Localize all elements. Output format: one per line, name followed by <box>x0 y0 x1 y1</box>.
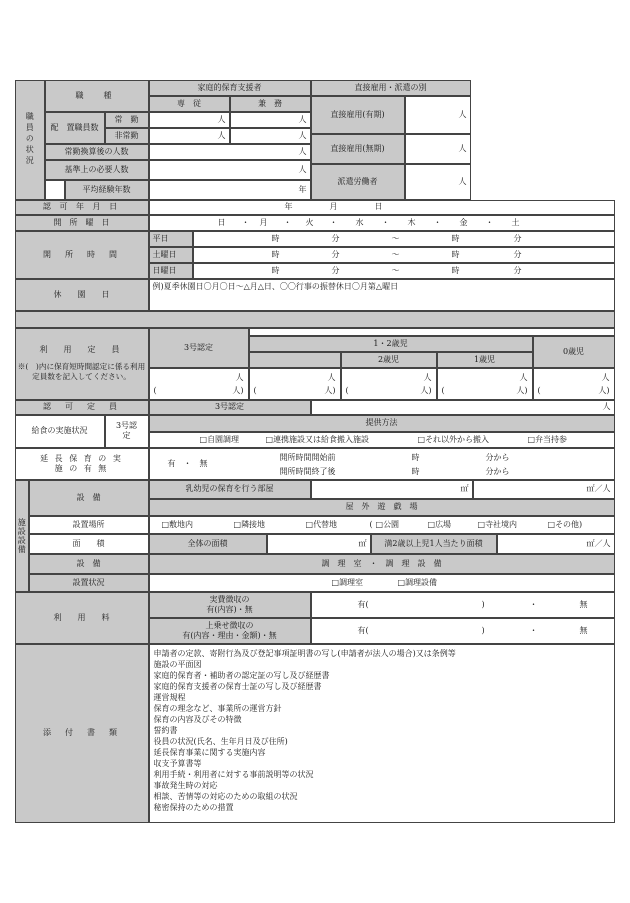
yugi-header: 屋 外 遊 戯 場 <box>149 499 615 516</box>
keiken-pad <box>45 180 65 200</box>
extended-start-label: 開所時間開始前 <box>279 452 336 462</box>
cap-age1-field[interactable] <box>437 368 533 400</box>
basho-sonota[interactable]: □ その他) <box>548 520 583 530</box>
cap-age0-header: 0歳児 <box>533 336 615 368</box>
hours-saturday-label: 土曜日 <box>149 247 193 263</box>
attachment-item: 秘密保持のための措置 <box>153 802 234 812</box>
capacity-paren-open: ( <box>345 385 349 395</box>
menseki-label: 面 積 <box>29 534 149 554</box>
hour-unit: 時 <box>451 233 460 243</box>
day-mon[interactable]: 月 <box>259 217 268 227</box>
fees-jippi-label: 実費徴収の 有(内容)・無 <box>149 592 311 618</box>
jokin-label: 常 勤 <box>105 112 149 128</box>
attachment-item: 家庭的保育者・補助者の認定証の写し及び経歴書 <box>153 670 330 680</box>
basho-shikichinai[interactable]: □ 敷地内 <box>162 520 194 530</box>
capacity-paren-close: 人) <box>324 385 336 395</box>
tilde: ～ <box>391 265 400 275</box>
haichi-label <box>45 112 105 144</box>
cap-age12-field[interactable] <box>249 368 341 400</box>
hijokin-kenmu-field[interactable]: 人 <box>230 128 311 144</box>
open-days-label: 開 所 曜 日 <box>15 215 149 231</box>
kijun-field[interactable]: 人 <box>149 160 311 180</box>
shokuinsu-text: 職員数 <box>74 122 99 132</box>
fees-jippi-dot: ・ <box>529 599 538 609</box>
day-sat[interactable]: 土 <box>511 217 520 227</box>
direct-header: 直接雇用・派遣の別 <box>311 80 471 96</box>
kenmu-header: 兼 務 <box>230 96 311 112</box>
extended-start-kara: 分から <box>485 452 510 462</box>
approved-nintei3: 3号認定 <box>149 400 311 415</box>
ninka-year: 年 <box>284 202 293 212</box>
attachment-item: 家庭的保育支援者の保育士証の写し及び経歴書 <box>153 681 322 691</box>
hour-unit: 時 <box>271 265 280 275</box>
hour-unit: 時 <box>271 233 280 243</box>
man2-field[interactable]: ㎡／人 <box>497 534 615 554</box>
cap-age2-field[interactable] <box>341 368 437 400</box>
katei-header: 家庭的保育支援者 <box>149 80 311 96</box>
staff-side-label: 職員の状況 <box>15 80 45 200</box>
day-wed[interactable]: 水 <box>355 217 364 227</box>
ninka-date-label: 認 可 年 月 日 <box>15 200 149 215</box>
fees-uwanose-dot: ・ <box>529 625 538 635</box>
meal-option-bento[interactable]: □ 弁当持参 <box>528 435 568 445</box>
hours-weekday-field[interactable] <box>193 231 615 247</box>
approved-field[interactable]: 人 <box>311 400 615 415</box>
capacity-nin-unit: 人 <box>423 372 432 382</box>
meals-label: 給食の実施状況 <box>15 415 105 448</box>
extended-end-label: 開所時間終了後 <box>279 466 336 476</box>
basho-rinsetsuchi[interactable]: □ 隣接地 <box>234 520 266 530</box>
attachment-item: 保育の内容及びその特徴 <box>153 714 242 724</box>
kijun-label: 基準上の必要人数 <box>45 160 149 180</box>
zentai-label: 全体の面積 <box>149 534 267 554</box>
meals-nintei: 3号認定 <box>105 415 149 448</box>
zentai-field[interactable]: ㎡ <box>267 534 371 554</box>
chori-shitsu[interactable]: □ 調理室 <box>332 578 364 588</box>
capacity-nin-unit: 人 <box>601 372 610 382</box>
fees-uwanose-nashi: 無 <box>579 625 588 635</box>
cap-age0-field[interactable] <box>533 368 615 400</box>
hour-unit: 時 <box>451 249 460 259</box>
basho-jisha[interactable]: □ 寺社境内 <box>478 520 518 530</box>
day-sep: ・ <box>433 217 442 227</box>
ninka-month: 月 <box>329 202 338 212</box>
capacity-paren-open: ( <box>153 385 157 395</box>
approved-label: 認 可 定 員 <box>15 400 149 415</box>
facility-side-label: 施設設備 <box>15 480 29 592</box>
fees-uwanose-close: ) <box>481 625 485 635</box>
hijokin-senju-field[interactable]: 人 <box>149 128 230 144</box>
direct-open-field[interactable]: 人 <box>405 134 471 164</box>
open-days-field[interactable] <box>149 215 615 231</box>
fees-jippi-nashi: 無 <box>579 599 588 609</box>
basho-label: 設置場所 <box>29 516 149 534</box>
minute-unit: 分 <box>331 265 340 275</box>
fees-jippi-ari: 有( <box>357 599 369 609</box>
minute-unit: 分 <box>513 265 522 275</box>
capacity-title: 利 用 定 員 <box>39 344 124 354</box>
tilde: ～ <box>391 249 400 259</box>
attachment-item: 利用手続・利用者に対する事前説明等の状況 <box>153 769 314 779</box>
basho-koen[interactable]: □ 公園 <box>376 520 400 530</box>
day-tue[interactable]: 火 <box>305 217 314 227</box>
senju-header: 専 従 <box>149 96 230 112</box>
extended-end-hour: 時 <box>411 466 420 476</box>
man2-label: 満2歳以上児1人当たり面積 <box>371 534 497 554</box>
direct-open-label: 直接雇用(無期) <box>311 134 405 164</box>
meal-option-jien[interactable]: □ 自園調理 <box>200 435 240 445</box>
facility-form-table <box>15 80 615 823</box>
basho-hiroba[interactable]: □ 広場 <box>428 520 452 530</box>
fees-label: 利 用 料 <box>15 592 149 644</box>
day-sep: ・ <box>283 217 292 227</box>
spacer-row <box>15 311 615 328</box>
hijokin-label: 非常勤 <box>105 128 149 144</box>
haken-label: 派遣労働者 <box>311 164 405 200</box>
open-hours-label: 開 所 時 間 <box>15 231 149 279</box>
chori-header: 調 理 室 ・ 調 理 設 備 <box>149 554 615 574</box>
extended-umu[interactable] <box>149 448 615 480</box>
attachment-item: 保育の理念など、事業所の運営方針 <box>153 703 282 713</box>
day-sun[interactable]: 日 <box>217 217 226 227</box>
capacity-nin-unit: 人 <box>327 372 336 382</box>
capacity-paren-close: 人) <box>598 385 610 395</box>
capacity-paren-open: ( <box>253 385 257 395</box>
minute-unit: 分 <box>513 233 522 243</box>
day-sep: ・ <box>329 217 338 227</box>
hours-weekday-label: 平日 <box>149 231 193 247</box>
capacity-nin-unit: 人 <box>235 372 244 382</box>
fees-uwanose-ari: 有( <box>357 625 369 635</box>
day-sep: ・ <box>381 217 390 227</box>
basho-alt-open: ( <box>369 519 373 529</box>
meal-option-renkei[interactable]: □ 連携施設又は給食搬入施設 <box>266 435 370 445</box>
haichi-text: 配 置 <box>50 122 75 132</box>
kansan-field[interactable]: 人 <box>149 144 311 160</box>
hours-sunday-label: 日曜日 <box>149 263 193 279</box>
jokin-kenmu-field[interactable]: 人 <box>230 112 311 128</box>
extended-label: 延 長 保 育 の 実 施 の 有 無 <box>15 448 149 480</box>
kansan-label: 常勤換算後の人数 <box>45 144 149 160</box>
hours-saturday-field[interactable] <box>193 247 615 263</box>
capacity-label <box>15 328 149 400</box>
attachment-item: 誓約書 <box>153 725 178 735</box>
fees-jippi-close: ) <box>481 599 485 609</box>
capacity-nin-unit: 人 <box>519 372 528 382</box>
capacity-paren-open: ( <box>537 385 541 395</box>
jokyo-label: 設置状況 <box>29 574 149 592</box>
capacity-paren-close: 人) <box>232 385 244 395</box>
nyuyoji-area-field[interactable]: ㎡ <box>311 480 473 499</box>
fees-uwanose-label: 上乗せ徴収の 有(内容・理由・金額)・無 <box>149 618 311 644</box>
attachment-item: 相談、苦情等の対応のための取組の状況 <box>153 791 298 801</box>
nyuyoji-label: 乳幼児の保育を行う部屋 <box>149 480 311 499</box>
day-sep: ・ <box>241 217 250 227</box>
facility-setsubi-label: 設 備 <box>29 480 149 516</box>
extended-start-hour: 時 <box>411 452 420 462</box>
cap-nintei3-header: 3号認定 <box>149 328 249 368</box>
jokin-senju-field[interactable]: 人 <box>149 112 230 128</box>
meal-option-other[interactable]: □ それ以外から搬入 <box>418 435 490 445</box>
cap-age2-header: 2歳児 <box>341 352 437 368</box>
minute-unit: 分 <box>331 233 340 243</box>
holiday-label: 休 園 日 <box>15 279 149 311</box>
day-thu[interactable]: 木 <box>407 217 416 227</box>
haken-field[interactable]: 人 <box>405 164 471 200</box>
attachment-item: 事故発生時の対応 <box>153 780 218 790</box>
chori-setsubi-label: 設 備 <box>29 554 149 574</box>
capacity-note: ※( )内に保育短時間認定に係る利用定員数を記入してください。 <box>17 362 146 382</box>
chori-options <box>149 574 615 592</box>
cap-age1-header: 1歳児 <box>437 352 533 368</box>
ninka-date-field[interactable] <box>149 200 615 215</box>
holiday-field[interactable]: 例)夏季休園日〇月〇日～△月△日、〇〇行事の振替休日〇月第△曜日 <box>149 279 615 311</box>
hour-unit: 時 <box>271 249 280 259</box>
hours-sunday-field[interactable] <box>193 263 615 279</box>
attachment-item: 申請者の定款、寄附行為及び登記事項証明書の写し(申請者が法人の場合)又は条例等 <box>153 648 456 658</box>
nyuyoji-per-field[interactable]: ㎡／人 <box>473 480 615 499</box>
keiken-field[interactable]: 年 <box>149 180 311 200</box>
capacity-paren-open: ( <box>441 385 445 395</box>
shokushu-label: 職 種 <box>45 80 149 112</box>
day-fri[interactable]: 金 <box>459 217 468 227</box>
attachment-item: 運営規程 <box>153 692 186 702</box>
attachments-list <box>149 644 615 823</box>
capacity-paren-close: 人) <box>420 385 432 395</box>
attachments-label: 添 付 書 類 <box>15 644 149 823</box>
attachment-item: 役員の状況(氏名、生年月日及び住所) <box>153 736 288 746</box>
fees-uwanose-field[interactable] <box>311 618 615 644</box>
attachment-item: 収支予算書等 <box>153 758 202 768</box>
cap-age12-header: 1・2歳児 <box>249 336 533 352</box>
meals-method-header: 提供方法 <box>149 415 615 432</box>
extended-end-kara: 分から <box>485 466 510 476</box>
tilde: ～ <box>391 233 400 243</box>
keiken-label: 平均経験年数 <box>65 180 149 200</box>
minute-unit: 分 <box>331 249 340 259</box>
minute-unit: 分 <box>513 249 522 259</box>
direct-fixed-field[interactable]: 人 <box>405 96 471 134</box>
extended-umu-text[interactable]: 有 ・ 無 <box>167 458 208 468</box>
day-sep: ・ <box>485 217 494 227</box>
attachment-item: 施設の平面図 <box>153 659 202 669</box>
cap-nintei3-field[interactable] <box>149 368 249 400</box>
basho-options <box>149 516 615 534</box>
cap-age12-left-blank <box>249 352 341 368</box>
attachment-item: 延長保育事業に関する実施内容 <box>153 747 266 757</box>
ninka-day: 日 <box>374 202 383 212</box>
cap-header-blank <box>249 328 615 336</box>
capacity-paren-close: 人) <box>516 385 528 395</box>
direct-fixed-label: 直接雇用(有期) <box>311 96 405 134</box>
hour-unit: 時 <box>451 265 460 275</box>
fees-jippi-field[interactable] <box>311 592 615 618</box>
basho-daitaichi[interactable]: □ 代替地 <box>306 520 338 530</box>
chori-setsubi[interactable]: □ 調理設備 <box>398 578 438 588</box>
meals-options <box>149 432 615 448</box>
